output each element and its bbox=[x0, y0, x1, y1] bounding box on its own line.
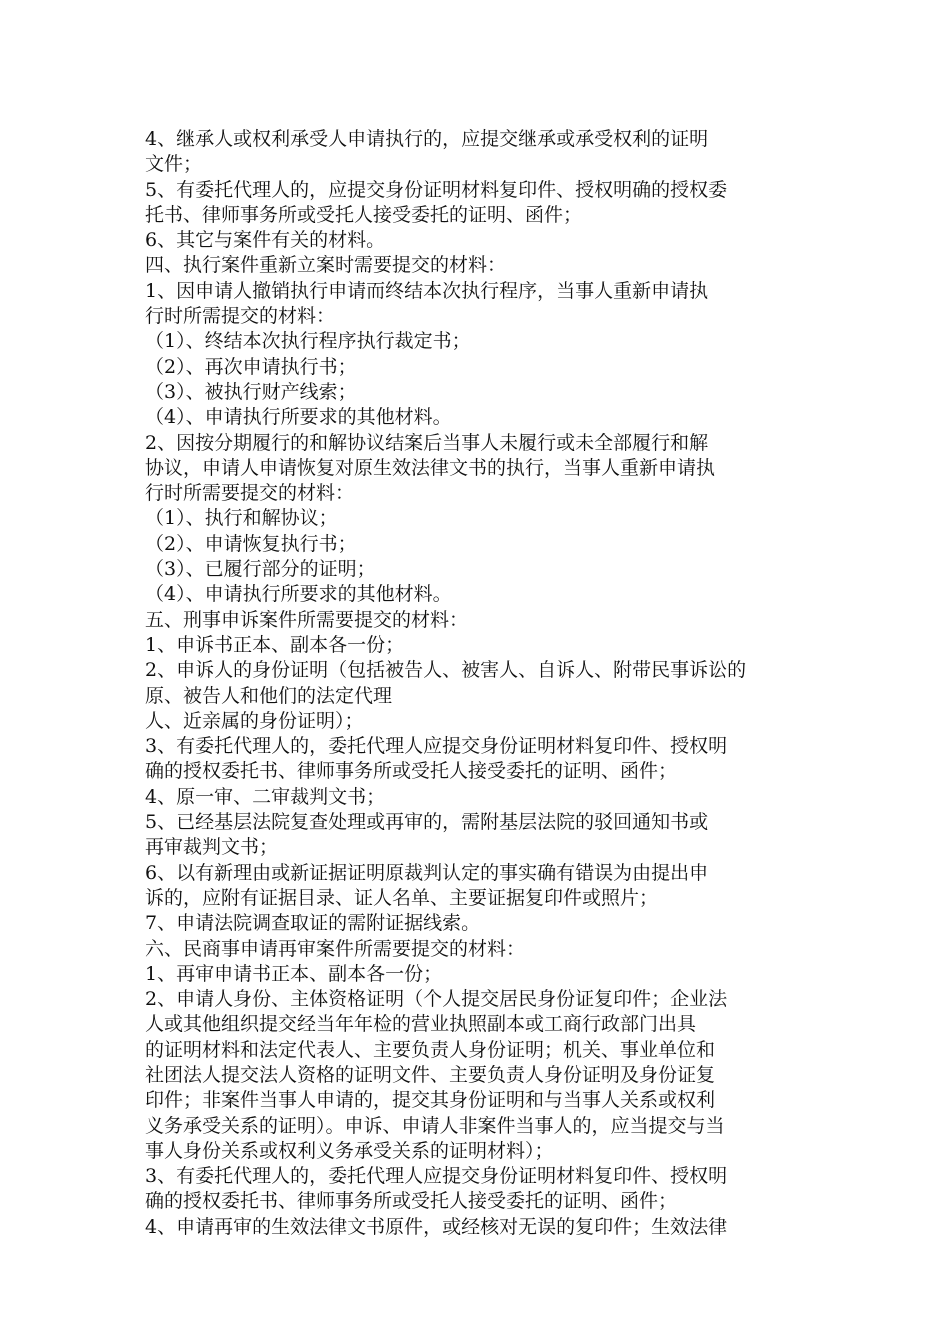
text-line: 确的授权委托书、律师事务所或受托人接受委托的证明、函件； bbox=[145, 1190, 678, 1213]
text-line: 确的授权委托书、律师事务所或受托人接受委托的证明、函件； bbox=[145, 760, 678, 783]
text-line: 6、以有新理由或新证据证明原裁判认定的事实确有错误为由提出申 bbox=[145, 861, 709, 884]
text-line: （2）、申请恢复执行书； bbox=[145, 532, 357, 555]
text-line: 7、申请法院调查取证的需附证据线索。 bbox=[145, 912, 481, 935]
text-line: 1、再审申请书正本、副本各一份； bbox=[145, 962, 443, 985]
text-line: 4、原一审、二审裁判文书； bbox=[145, 785, 386, 808]
text-line: 5、有委托代理人的，应提交身份证明材料复印件、授权明确的授权委 bbox=[145, 178, 728, 201]
text-line: 3、有委托代理人的，委托代理人应提交身份证明材料复印件、授权明 bbox=[145, 735, 728, 758]
text-line: 人或其他组织提交经当年年检的营业执照副本或工商行政部门出具 bbox=[145, 1013, 697, 1036]
text-line: 诉的，应附有证据目录、证人名单、主要证据复印件或照片； bbox=[145, 886, 659, 909]
text-line: 2、因按分期履行的和解协议结案后当事人未履行或未全部履行和解 bbox=[145, 431, 709, 454]
text-line: （2）、再次申请执行书； bbox=[145, 355, 357, 378]
text-line: 行时所需要提交的材料： bbox=[145, 482, 355, 505]
text-line: 四、执行案件重新立案时需要提交的材料： bbox=[145, 254, 507, 277]
text-line: （1）、执行和解协议； bbox=[145, 507, 338, 530]
text-line: 2、申请人身份、主体资格证明（个人提交居民身份证复印件；企业法 bbox=[145, 988, 728, 1011]
text-line: 文件； bbox=[145, 153, 203, 176]
text-line: 事人身份关系或权利义务承受关系的证明材料）； bbox=[145, 1139, 554, 1162]
text-line: （3）、被执行财产线索； bbox=[145, 380, 357, 403]
text-line: 3、有委托代理人的，委托代理人应提交身份证明材料复印件、授权明 bbox=[145, 1165, 728, 1188]
text-line: 1、申诉书正本、副本各一份； bbox=[145, 633, 405, 656]
text-line: 托书、律师事务所或受托人接受委托的证明、函件； bbox=[145, 203, 583, 226]
text-line: （1）、终结本次执行程序执行裁定书； bbox=[145, 330, 471, 353]
text-line: 4、继承人或权利承受人申请执行的，应提交继承或承受权利的证明 bbox=[145, 128, 709, 150]
document-body bbox=[145, 127, 807, 1240]
text-line: 六、民商事申请再审案件所需要提交的材料： bbox=[145, 937, 526, 960]
text-line: 印件；非案件当事人申请的，提交其身份证明和与当事人关系或权利 bbox=[145, 1089, 716, 1112]
text-line: 1、因申请人撤销执行申请而终结本次执行程序，当事人重新申请执 bbox=[145, 279, 709, 302]
text-line: 协议，申请人申请恢复对原生效法律文书的执行，当事人重新申请执 bbox=[145, 456, 716, 479]
text-line: 行时所需提交的材料： bbox=[145, 305, 336, 328]
text-line: 五、刑事申诉案件所需要提交的材料： bbox=[145, 608, 469, 631]
text-line: （3）、已履行部分的证明； bbox=[145, 558, 376, 581]
text-line: 2、申诉人的身份证明（包括被告人、被害人、自诉人、附带民事诉讼的 bbox=[145, 659, 747, 682]
text-line: 人、近亲属的身份证明）； bbox=[145, 709, 364, 732]
text-line: 4、申请再审的生效法律文书原件，或经核对无误的复印件；生效法律 bbox=[145, 1215, 728, 1238]
text-line: 6、其它与案件有关的材料。 bbox=[145, 229, 386, 252]
text-line: 社团法人提交法人资格的证明文件、主要负责人身份证明及身份证复 bbox=[145, 1063, 716, 1086]
text-line: 再审裁判文书； bbox=[145, 836, 279, 859]
text-line: 原、被告人和他们的法定代理 bbox=[145, 684, 393, 707]
text-line: （4）、申请执行所要求的其他材料。 bbox=[145, 583, 452, 606]
text-line: （4）、申请执行所要求的其他材料。 bbox=[145, 406, 452, 429]
text-line: 的证明材料和法定代表人、主要负责人身份证明；机关、事业单位和 bbox=[145, 1038, 716, 1061]
text-line: 5、已经基层法院复查处理或再审的，需附基层法院的驳回通知书或 bbox=[145, 811, 709, 834]
text-line: 义务承受关系的证明）。申诉、申请人非案件当事人的，应当提交与当 bbox=[145, 1114, 725, 1137]
